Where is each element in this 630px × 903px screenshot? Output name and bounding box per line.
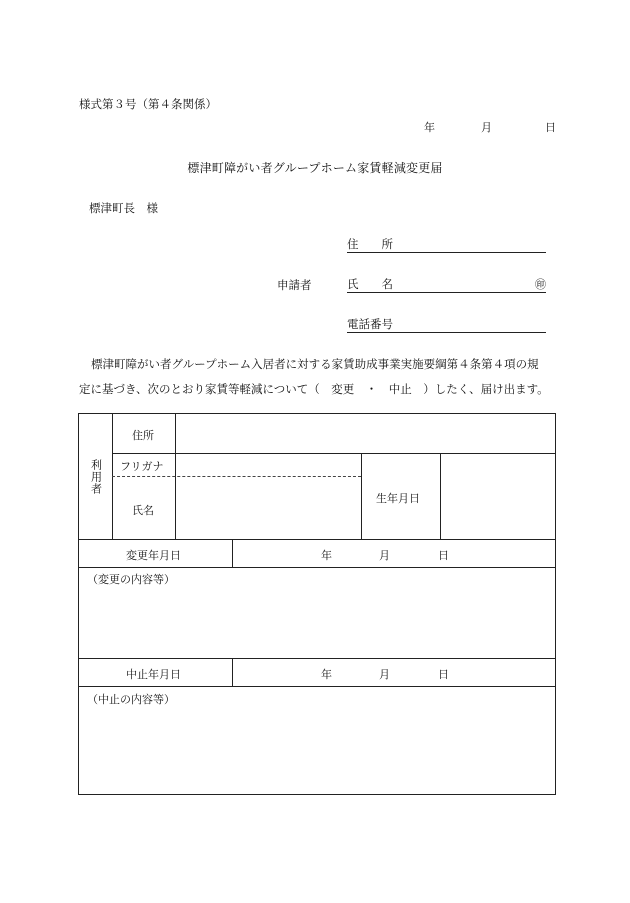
statement-paragraph [79,352,557,402]
stop-date-bottom-line [79,686,555,687]
user-birthdate-input[interactable] [441,454,555,538]
change-date-day: 日 [438,549,449,562]
statement-line-1: 標津町障がい者グループホーム入居者に対する家賃助成事業実施要綱第４条第４項の規 [91,357,539,371]
seal-mark: ㊞ [535,278,546,291]
form-number: 様式第３号（第４条関係） [79,97,217,111]
change-date-label: 変更年月日 [126,549,181,562]
date-month-label: 月 [481,121,492,134]
applicant-phone-field[interactable] [347,316,546,333]
user-furigana-label: フリガナ [120,460,164,473]
form-table [78,413,556,795]
applicant-name-field[interactable] [347,276,546,293]
stop-details-label: （中止の内容等） [87,693,175,706]
change-details-input[interactable] [80,586,554,657]
date-day-label: 日 [545,121,556,134]
user-address-input[interactable] [176,415,555,452]
applicant-address-field[interactable] [347,236,546,253]
user-section-label-cell [79,414,112,539]
stop-date-month: 月 [379,668,390,681]
user-section-bottom-line [79,539,555,540]
user-section-label: 利用者 [89,458,103,495]
applicant-label: 申請者 [277,278,312,292]
user-name-label: 氏名 [132,504,154,517]
birthdate-left-divider [361,453,362,539]
stop-date-label: 中止年月日 [126,668,181,681]
applicant-name-label: 氏 名 [347,277,393,291]
change-date-month: 月 [379,549,390,562]
stop-date-year: 年 [321,668,332,681]
change-date-bottom-line [79,567,555,568]
applicant-phone-label: 電話番号 [347,317,393,331]
date-line [424,119,556,135]
document-title: 標津町障がい者グループホーム家賃軽減変更届 [187,161,443,175]
date-year-label: 年 [424,121,435,134]
addressee: 標津町長 様 [89,201,158,215]
statement-line-2: 定に基づき、次のとおり家賃等軽減について（ 変更 ・ 中止 ）したく、届け出ます。 [79,382,549,396]
stop-date-divider [232,658,233,686]
stop-date-day: 日 [438,668,449,681]
user-furigana-input[interactable] [176,454,360,475]
stop-date-top-line [79,658,555,659]
user-address-label: 住所 [132,429,154,442]
user-birthdate-label: 生年月日 [376,492,420,505]
stop-details-input[interactable] [80,706,554,793]
applicant-address-label: 住 所 [347,237,393,251]
change-date-year: 年 [321,549,332,562]
user-name-input[interactable] [176,477,360,538]
change-details-label: （変更の内容等） [87,573,175,586]
change-date-divider [232,539,233,567]
